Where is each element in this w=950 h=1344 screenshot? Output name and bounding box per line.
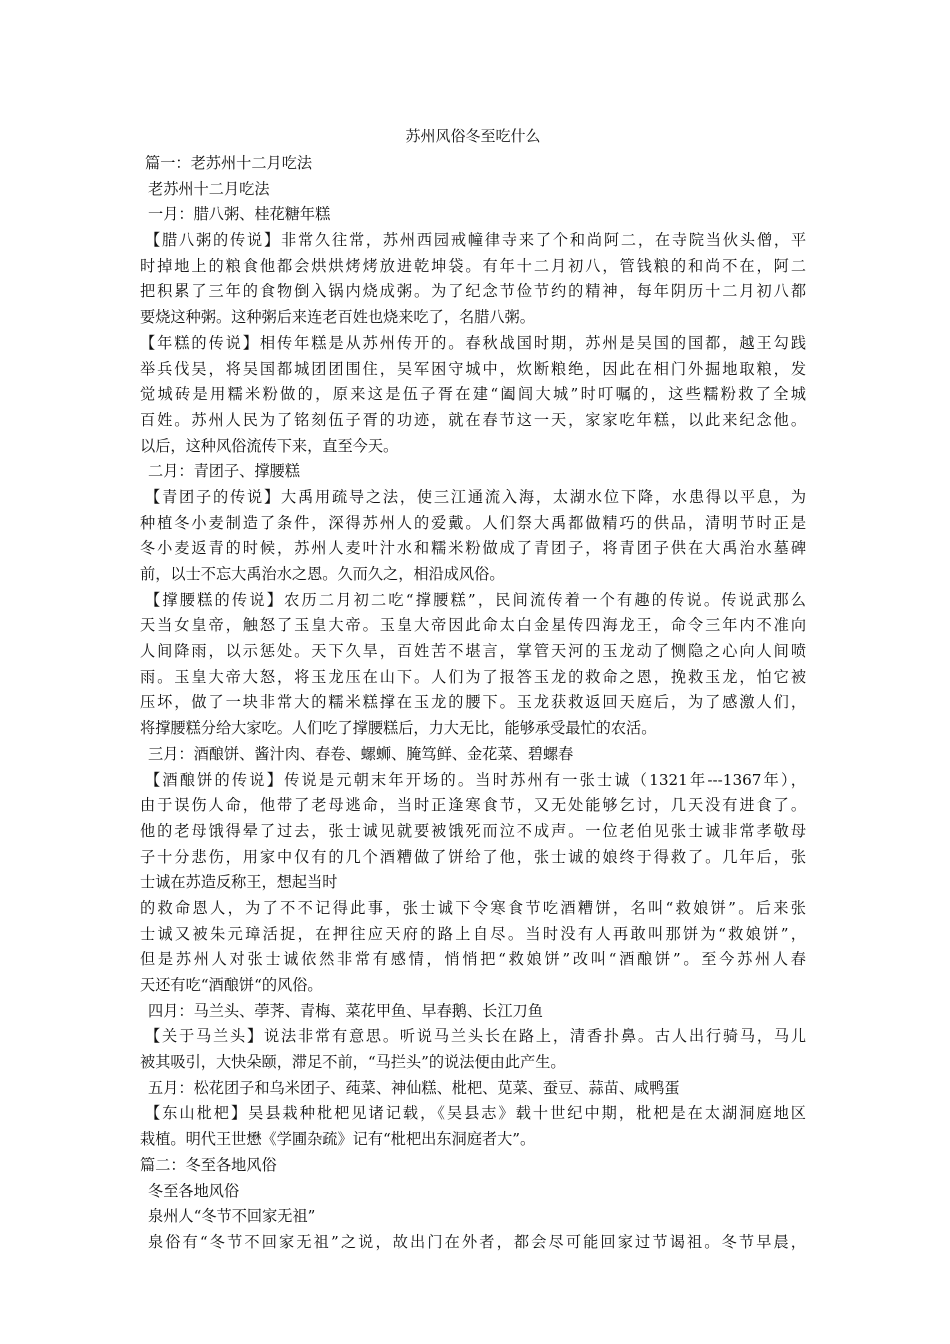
text-line: 的救命恩人，为了不不记得此事，张士诚下令寒食节吃酒糟饼，名叫“救娘饼”。后来张 — [140, 898, 806, 917]
text-line: 压坏，做了一块非常大的糯米糕撑在玉龙的腰下。玉龙获救返回天庭后，为了感激人们， — [140, 693, 806, 712]
text-line: 种植冬小麦制造了条件，深得苏州人的爱戴。人们祭大禹都做精巧的供品，清明节时正是 — [140, 513, 806, 532]
document-body — [140, 151, 806, 1256]
text-line: 时掉地上的粮食他都会烘烘烤烤放进乾坤袋。有年十二月初八，管钱粮的和尚不在，阿二 — [140, 256, 806, 275]
text-line: 冬至各地风俗 — [148, 1181, 240, 1200]
text-line: 栽植。明代王世懋《学圃杂疏》记有“枇杷出东洞庭者大”。 — [140, 1130, 536, 1149]
text-line: 天当女皇帝，触怒了玉皇大帝。玉皇大帝因此命太白金星传四海龙王，命令三年内不准向 — [140, 616, 806, 635]
text-line: 要烧这种粥。这种粥后来连老百姓也烧来吃了，名腊八粥。 — [140, 308, 535, 327]
text-line: 子十分悲伤，用家中仅有的几个酒糟做了饼给了他，张士诚的娘终于得救了。几年后，张 — [140, 847, 806, 866]
text-line: 将撑腰糕分给大家吃。人们吃了撑腰糕后，力大无比，能够承受最忙的农活。 — [140, 719, 657, 738]
text-line: 【年糕的传说】相传年糕是从苏州传开的。春秋战国时期，苏州是吴国的国都，越王勾践 — [140, 333, 806, 352]
text-line: 【青团子的传说】大禹用疏导之法，使三江通流入海，太湖水位下降，水患得以平息，为 — [145, 487, 806, 506]
text-line: 被其吸引，大快朵颐，滞足不前，“马拦头”的说法便由此产生。 — [140, 1053, 566, 1072]
text-line: 他的老母饿得晕了过去，张士诚见就要被饿死而泣不成声。一位老伯见张士诚非常孝敬母 — [140, 821, 806, 840]
text-line: 泉俗有“冬节不回家无祖”之说，故出门在外者，都会尽可能回家过节谒祖。冬节早晨， — [148, 1232, 806, 1251]
text-line: 【东山枇杷】吴县栽种枇杷见诸记载，《吴县志》载十世纪中期，枇杷是在太湖洞庭地区 — [145, 1104, 806, 1123]
text-line: 雨。玉皇大帝大怒，将玉龙压在山下。人们为了报答玉龙的救命之恩，挽救玉龙，怕它被 — [140, 667, 806, 686]
text-line: 泉州人“冬节不回家无祖” — [148, 1207, 316, 1226]
text-line: 但是苏州人对张士诚依然非常有感情，悄悄把“救娘饼”改叫“酒酿饼”。至今苏州人春 — [140, 950, 806, 969]
text-line: 【关于马兰头】说法非常有意思。听说马兰头长在路上，清香扑鼻。古人出行骑马，马儿 — [145, 1027, 806, 1046]
text-line: 百姓。苏州人民为了铭刻伍子胥的功迹，就在春节这一天，家家吃年糕，以此来纪念他。 — [140, 410, 806, 429]
text-line: 【撑腰糕的传说】农历二月初二吃“撑腰糕”，民间流传着一个有趣的传说。传说武那么 — [145, 590, 806, 609]
text-line: 士诚在苏造反称王，想起当时 — [140, 873, 338, 892]
text-line: 一月：腊八粥、桂花糖年糕 — [148, 205, 331, 224]
text-line: 人间降雨，以示惩处。天下久旱，百姓苦不堪言，掌管天河的玉龙动了恻隐之心向人间喷 — [140, 642, 806, 661]
text-line: 冬小麦返青的时候，苏州人麦叶汁水和糯米粉做成了青团子，将青团子供在大禹治水墓碑 — [140, 539, 806, 558]
text-line: 觉城砖是用糯米粉做的，原来这是伍子胥在建“阖闾大城”时叮嘱的，这些糯粉救了全城 — [140, 385, 806, 404]
text-line: 由于误伤人命，他带了老母逃命，当时正逢寒食节，又无处能够乞讨，几天没有进食了。 — [140, 796, 806, 815]
document-page — [140, 121, 806, 1256]
text-line: 【酒酿饼的传说】传说是元朝末年开场的。当时苏州有一张士诚（1321年---1367年）， — [145, 770, 806, 789]
text-line: 三月：酒酿饼、酱汁肉、春卷、螺蛳、腌笃鲜、金花菜、碧螺春 — [148, 744, 574, 763]
text-line: 前，以士不忘大禹治水之恩。久而久之，相沿成风俗。 — [140, 565, 505, 583]
text-line: 士诚又被朱元璋活捉，在押往应天府的路上自尽。当时没有人再敢叫那饼为“救娘饼”， — [140, 924, 806, 943]
text-line: 篇二：冬至各地风俗 — [140, 1155, 277, 1174]
text-line: 天还有吃“酒酿饼“的风俗。 — [140, 976, 323, 994]
text-line: 老苏州十二月吃法 — [148, 179, 270, 198]
text-line: 举兵伐吴，将吴国都城团团围住，吴军困守城中，炊断粮绝，因此在相门外掘地取粮，发 — [140, 359, 806, 378]
text-line: 五月：松花团子和乌米团子、莼菜、神仙糕、枇杷、苋菜、蚕豆、蒜苗、咸鸭蛋 — [148, 1078, 680, 1097]
text-line: 以后，这种风俗流传下来，直至今天。 — [140, 436, 399, 455]
text-line: 篇一：老苏州十二月吃法 — [145, 154, 313, 172]
text-line: 四月：马兰头、荸荠、青梅、菜花甲鱼、早春鹅、长江刀鱼 — [148, 1001, 543, 1020]
text-line: 【腊八粥的传说】非常久往常，苏州西园戒幢律寺来了个和尚阿二，在寺院当伙头僧，平 — [145, 231, 806, 250]
text-line: 把积累了三年的食物倒入锅内烧成粥。为了纪念节俭节约的精神，每年阴历十二月初八都 — [140, 282, 806, 301]
document-title: 苏州风俗冬至吃什么 — [405, 127, 541, 145]
text-line: 二月：青团子、撑腰糕 — [148, 462, 300, 481]
